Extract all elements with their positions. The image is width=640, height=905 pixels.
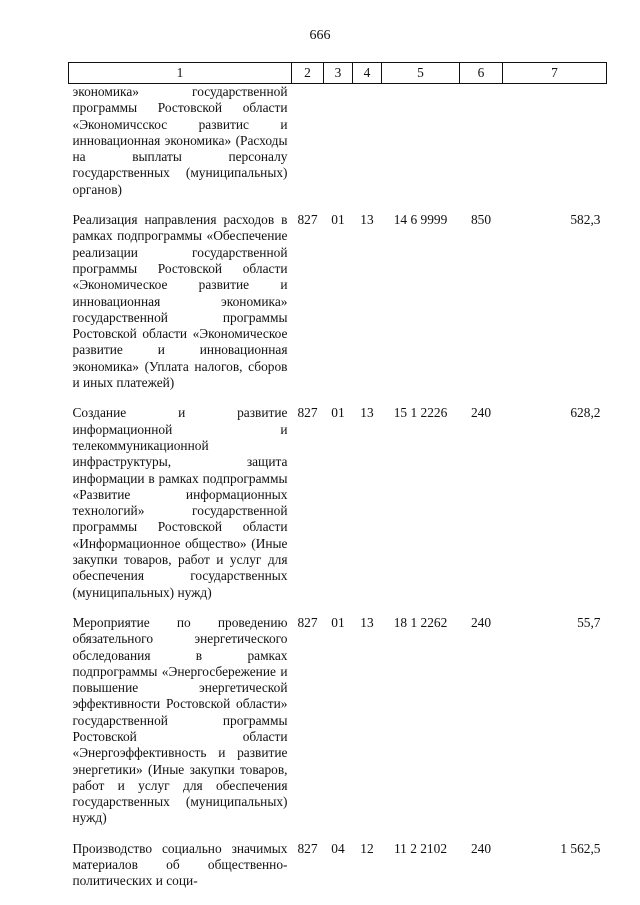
row-description: Реализация направления расходов в рамках подпрограммы «Обеспечение реализации государственной программы Ростовской области «Экономическое развитие и инновационная экономика» государственной программы Ростовской области «Экономическое развитие и инновационная экономика» (Уплата налогов, сборов и иных платежей) xyxy=(72,212,288,391)
row-code-subsection: 13 xyxy=(360,614,374,630)
row-amount: 628,2 xyxy=(570,405,601,421)
table-row xyxy=(69,841,607,890)
row-code-section: 01 xyxy=(331,212,345,228)
row-code-ministry xyxy=(292,84,324,213)
table-row xyxy=(69,615,607,841)
table-row xyxy=(69,212,607,405)
budget-table xyxy=(68,62,607,890)
row-code-expense-type: 240 xyxy=(470,614,492,630)
row-code-ministry: 827 xyxy=(297,405,318,421)
table-header xyxy=(69,63,607,84)
row-code-expense-type: 240 xyxy=(470,405,492,421)
row-description: экономика» государственной программы Ростовской области «Экономичсскос развитис и инновационная экономика» (Расходы на выплаты персоналу государственных (муниципальных) органов) xyxy=(72,84,288,197)
row-code-target: 14 6 9999 xyxy=(393,212,448,228)
row-code-target xyxy=(382,84,460,213)
column-header-6: 6 xyxy=(460,63,503,84)
row-code-subsection: 12 xyxy=(360,840,374,856)
row-amount: 1 562,5 xyxy=(560,840,601,856)
row-description: Создание и развитие информационной и телекоммуникационной инфраструктуры, защита информации в рамках подпрограммы «Развитие информационных технологий» государственной программы Ростовской области «Информационное общество» (Иные закупки товаров, работ и услуг для обеспечения государственных (муниципальных) нужд) xyxy=(72,405,288,600)
row-code-ministry: 827 xyxy=(297,614,318,630)
row-code-expense-type xyxy=(460,84,503,213)
row-code-ministry: 827 xyxy=(297,840,318,856)
column-header-2: 2 xyxy=(292,63,324,84)
row-description: Мероприятие по проведению обязательного энергетического обследования в рамках подпрограммы «Энергосбережение и повышение энергетической эффективности Ростовской области» государственной программы Ростовской области «Энергоэффективность и развитие энергетики» (Иные закупки товаров, работ и услуг для обеспечения государственных (муниципальных) нужд) xyxy=(72,614,288,826)
column-header-1: 1 xyxy=(69,63,292,84)
row-code-expense-type: 850 xyxy=(470,212,492,228)
row-code-subsection: 13 xyxy=(360,405,374,421)
page-number: 666 xyxy=(309,28,331,43)
row-code-section xyxy=(324,84,353,213)
header-row xyxy=(69,63,607,84)
row-code-ministry: 827 xyxy=(297,212,318,228)
row-code-target: 18 1 2262 xyxy=(393,614,448,630)
column-header-5: 5 xyxy=(382,63,460,84)
column-header-3: 3 xyxy=(324,63,353,84)
table-body xyxy=(69,84,607,890)
table-row xyxy=(69,405,607,615)
row-code-subsection: 13 xyxy=(360,212,374,228)
row-amount xyxy=(503,84,607,213)
row-code-section: 04 xyxy=(331,840,345,856)
column-header-7: 7 xyxy=(503,63,607,84)
column-header-4: 4 xyxy=(353,63,382,84)
row-code-target: 11 2 2102 xyxy=(393,840,448,856)
row-code-section: 01 xyxy=(331,405,345,421)
row-description: Производство социально значимых материалов об общественно-политических и соци- xyxy=(72,840,288,889)
table-row xyxy=(69,84,607,213)
row-code-subsection xyxy=(353,84,382,213)
row-code-target: 15 1 2226 xyxy=(393,405,448,421)
row-code-expense-type: 240 xyxy=(470,840,492,856)
row-amount: 55,7 xyxy=(577,614,601,630)
row-code-section: 01 xyxy=(331,614,345,630)
row-amount: 582,3 xyxy=(570,212,601,228)
